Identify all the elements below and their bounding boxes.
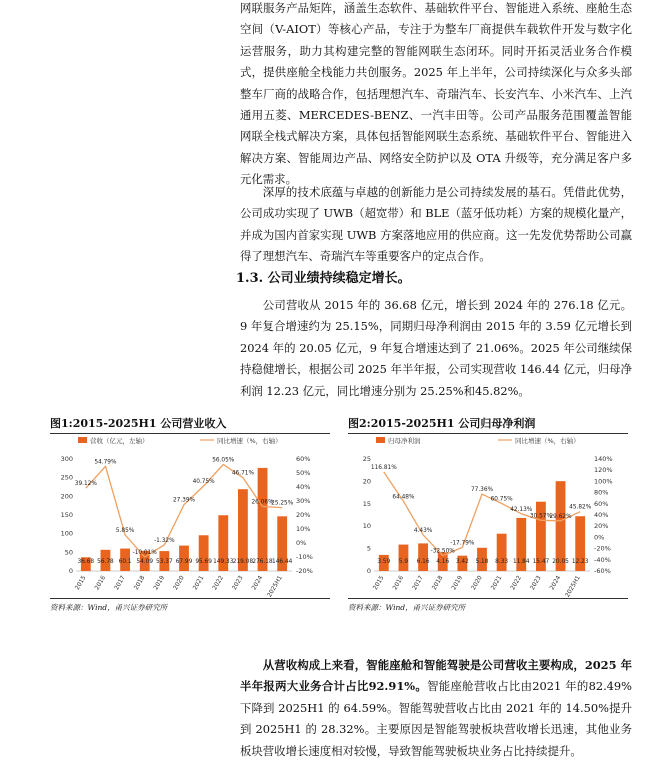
y-left-tick-label: 0 [366,567,371,575]
bar [418,543,428,571]
line-data-label: 30.57% [529,513,552,520]
bar-data-label: 3.59 [377,559,391,565]
paragraph-4 [240,655,632,762]
bar [556,481,566,571]
y-left-tick-label: 150 [60,511,73,519]
growth-line [86,465,282,558]
y-right-tick-label: 10% [296,525,311,533]
y-right-tick-label: 50% [296,469,311,477]
line-data-label: 29.62% [549,513,572,520]
line-data-label: -17.79% [450,540,475,547]
x-tick-label: 2015 [73,574,88,592]
bar-data-label: 3.42 [455,559,469,565]
legend-swatch-bar [376,437,385,443]
y-right-tick-label: 140% [594,455,613,463]
bar-data-label: 5.9 [398,559,409,565]
x-tick-label: 2022 [509,574,524,592]
figure-1-source: 资料来源：Wind，甬兴证券研究所 [50,598,330,613]
line-data-label: 46.71% [231,470,254,477]
legend-label-line: 同比增速（%，右轴） [515,437,580,445]
x-tick-label: 2015 [371,574,386,592]
x-tick-label: 2016 [93,574,108,592]
x-tick-label: 2023 [230,574,245,592]
x-tick-label: 2016 [391,574,406,592]
bar-data-label: 56.78 [97,559,114,565]
paragraph-4-bold: 从营收构成上来看，智能座舱和智能驾驶是公司营收主要构成，2025 年半年报两大业务合计占比92.91%。 [240,658,632,694]
bar-data-label: 53.37 [156,559,173,565]
bar [399,545,409,571]
line-data-label: 4.43% [413,527,433,534]
line-data-label: 42.13% [510,506,533,513]
line-data-label: 60.75% [490,496,513,503]
bar-data-label: 219.08 [232,559,254,565]
y-right-tick-label: 30% [296,497,311,505]
figure-2-net-profit [348,415,628,615]
bar-data-label: 11.84 [512,559,530,565]
bar-data-label: 6.16 [416,559,430,565]
bar-data-label: 95.69 [195,559,212,565]
y-right-tick-label: 80% [594,488,609,497]
line-data-label: 39.12% [74,481,97,488]
y-left-tick-label: 100 [60,529,73,538]
x-tick-label: 2019 [450,574,465,592]
legend-label-bar: 归母净利润 [388,437,421,445]
bar-data-label: 146.44 [272,559,293,565]
paragraph-4-rest: 智能座舱营收占比由2021 年的82.49%下降到 2025H1 的 64.59%。智能驾驶营收占比由 2021 年的 14.50%提升到 2025H1 的 28.32%。主要原因是智能驾驶板块营收增长迅速，其他业务板块营收增长速度相对较慢，导致智能驾驶板块业务占比持续提升。 [240,679,633,758]
figure-1-revenue [50,415,330,615]
y-right-tick-label: 0% [296,539,307,547]
figure-2-title: 图2:2015-2025H1 公司归母净利润 [348,415,628,434]
y-left-tick-label: 25 [362,455,371,463]
bar-data-label: 67.99 [175,559,193,565]
x-tick-label: 2020 [470,574,484,592]
paragraph-3: 公司营收从 2015 年的 36.68 亿元，增长到 2024 年的 276.18 亿元。9 年复合增速约为 25.15%，同期归母净利润由 2015 年的 3.59 亿元增长到 2024 年的 20.05 亿元，9 年复合增速达到了 21.06%。2025 年公司继续保持稳健增长，根据公司 2025 年半年报，公司实现营收 146.44 亿元，归母净利润 12.23 亿元，同比增速分别为 25.25%和45.82%。 [240,298,632,398]
y-left-tick-label: 0 [68,567,73,575]
x-tick-label: 2022 [211,574,226,592]
x-tick-label: 2025H1 [266,574,284,599]
figure-1-chart [50,431,330,601]
y-left-tick-label: 200 [60,492,73,501]
y-left-tick-label: 5 [366,544,371,553]
paragraph-1: 网联服务产品矩阵，涵盖生态软件、基础软件平台、智能进入系统、座舱生态空间（V-AIOT）等核心产品，专注于为整车厂商提供车载软件开发与数字化运营服务，助力其构建完整的智能网联生态闭环。同时开拓灵活业务合作模式，提供座舱全栈能力共创服务。2025 年上半年，公司持续深化与众多头部整车厂商的战略合作，包括理想汽车、奇瑞汽车、长安汽车、小米汽车、上汽通用五菱、MERCEDES-BENZ、一汽丰田等。公司产品服务范围覆盖智能网联全栈式解决方案，具体包括智能网联生态系统、基础软件平台、智能进入解决方案、智能周边产品、网络安全防护以及 OTA 升级等，充分满足客户多元化需求。 [240,1,632,187]
legend-label-bar: 营收（亿元，左轴） [90,437,149,445]
figure-2-chart [348,431,628,601]
bar [497,534,507,571]
line-data-label: 54.79% [94,459,117,466]
figure-1-title: 图1:2015-2025H1 公司营业收入 [50,415,330,434]
line-data-label: 77.36% [470,487,494,494]
bar [258,468,268,571]
legend-label-line: 同比增速（%，右轴） [217,437,282,445]
line-data-label: 26.06% [251,499,274,506]
y-right-tick-label: 60% [296,455,311,463]
y-right-tick-label: 40% [594,511,609,519]
y-right-tick-label: 20% [296,511,311,519]
x-tick-label: 2024 [250,574,265,592]
y-right-tick-label: 0% [594,533,605,542]
x-tick-label: 2024 [548,574,563,592]
line-data-label: 25.25% [271,500,294,507]
bar [199,535,209,571]
bar-data-label: 8.33 [495,559,509,565]
y-left-tick-label: 20 [362,477,371,486]
y-left-tick-label: 10 [362,522,371,531]
bar-data-label: 12.23 [571,559,589,565]
line-data-label: 56.05% [212,457,235,464]
bar-data-label: 15.47 [532,559,550,565]
bar-data-label: 5.18 [475,559,489,565]
y-right-tick-label: 60% [594,499,609,508]
y-right-tick-label: -20% [594,544,611,553]
y-left-tick-label: 250 [60,473,73,482]
bar-data-label: 276.18 [252,559,273,565]
x-tick-label: 2017 [411,574,425,592]
x-tick-label: 2018 [430,574,445,592]
x-tick-label: 2017 [113,574,127,592]
x-tick-label: 2020 [172,574,186,592]
y-left-tick-label: 15 [362,499,371,508]
line-data-label: -1.32% [154,537,175,544]
y-left-tick-label: 50 [64,548,73,557]
x-tick-label: 2025H1 [564,574,582,599]
bar-data-label: 60.1 [118,559,132,565]
line-data-label: -32.50% [430,548,455,555]
bar-data-label: 4.16 [436,559,450,565]
x-tick-label: 2019 [152,574,167,592]
figure-2-source: 资料来源：Wind，甬兴证券研究所 [348,598,628,613]
y-right-tick-label: -60% [594,567,611,575]
y-right-tick-label: 120% [594,466,613,475]
legend-swatch-bar [78,437,87,443]
line-data-label: 40.75% [192,478,215,485]
bar-data-label: 36.68 [77,559,95,565]
line-data-label: 27.39% [172,497,196,504]
y-left-tick-label: 300 [60,455,73,463]
line-data-label: 5.85% [115,527,135,534]
y-right-tick-label: -10% [296,553,313,561]
bar-data-label: 149.33 [213,559,234,565]
paragraph-2: 深厚的技术底蕴与卓越的创新能力是公司持续发展的基石。凭借此优势，公司成功实现了 UWB（超宽带）和 BLE（蓝牙低功耗）方案的规模化量产，并成为国内首家实现 UWB 方案落地应用的供应商。这一先发优势帮助公司赢得了理想汽车、奇瑞汽车等重要客户的定点合作。 [240,185,632,264]
line-data-label: 64.48% [392,494,415,501]
y-right-tick-label: 40% [296,483,311,491]
y-right-tick-label: 100% [594,477,613,486]
x-tick-label: 2021 [191,574,206,592]
line-data-label: 45.82% [569,504,592,511]
y-right-tick-label: -20% [296,567,313,575]
x-tick-label: 2018 [132,574,147,592]
bar-data-label: 20.05 [552,559,569,565]
section-heading: 1.3. 公司业绩持续稳定增长。 [236,271,411,286]
bar-data-label: 54.09 [136,559,154,565]
y-right-tick-label: 20% [594,522,609,531]
y-right-tick-label: -40% [594,555,611,564]
x-tick-label: 2021 [489,574,504,592]
line-data-label: 116.81% [370,464,397,471]
x-tick-label: 2023 [528,574,543,592]
line-data-label: -10.01% [132,550,157,557]
